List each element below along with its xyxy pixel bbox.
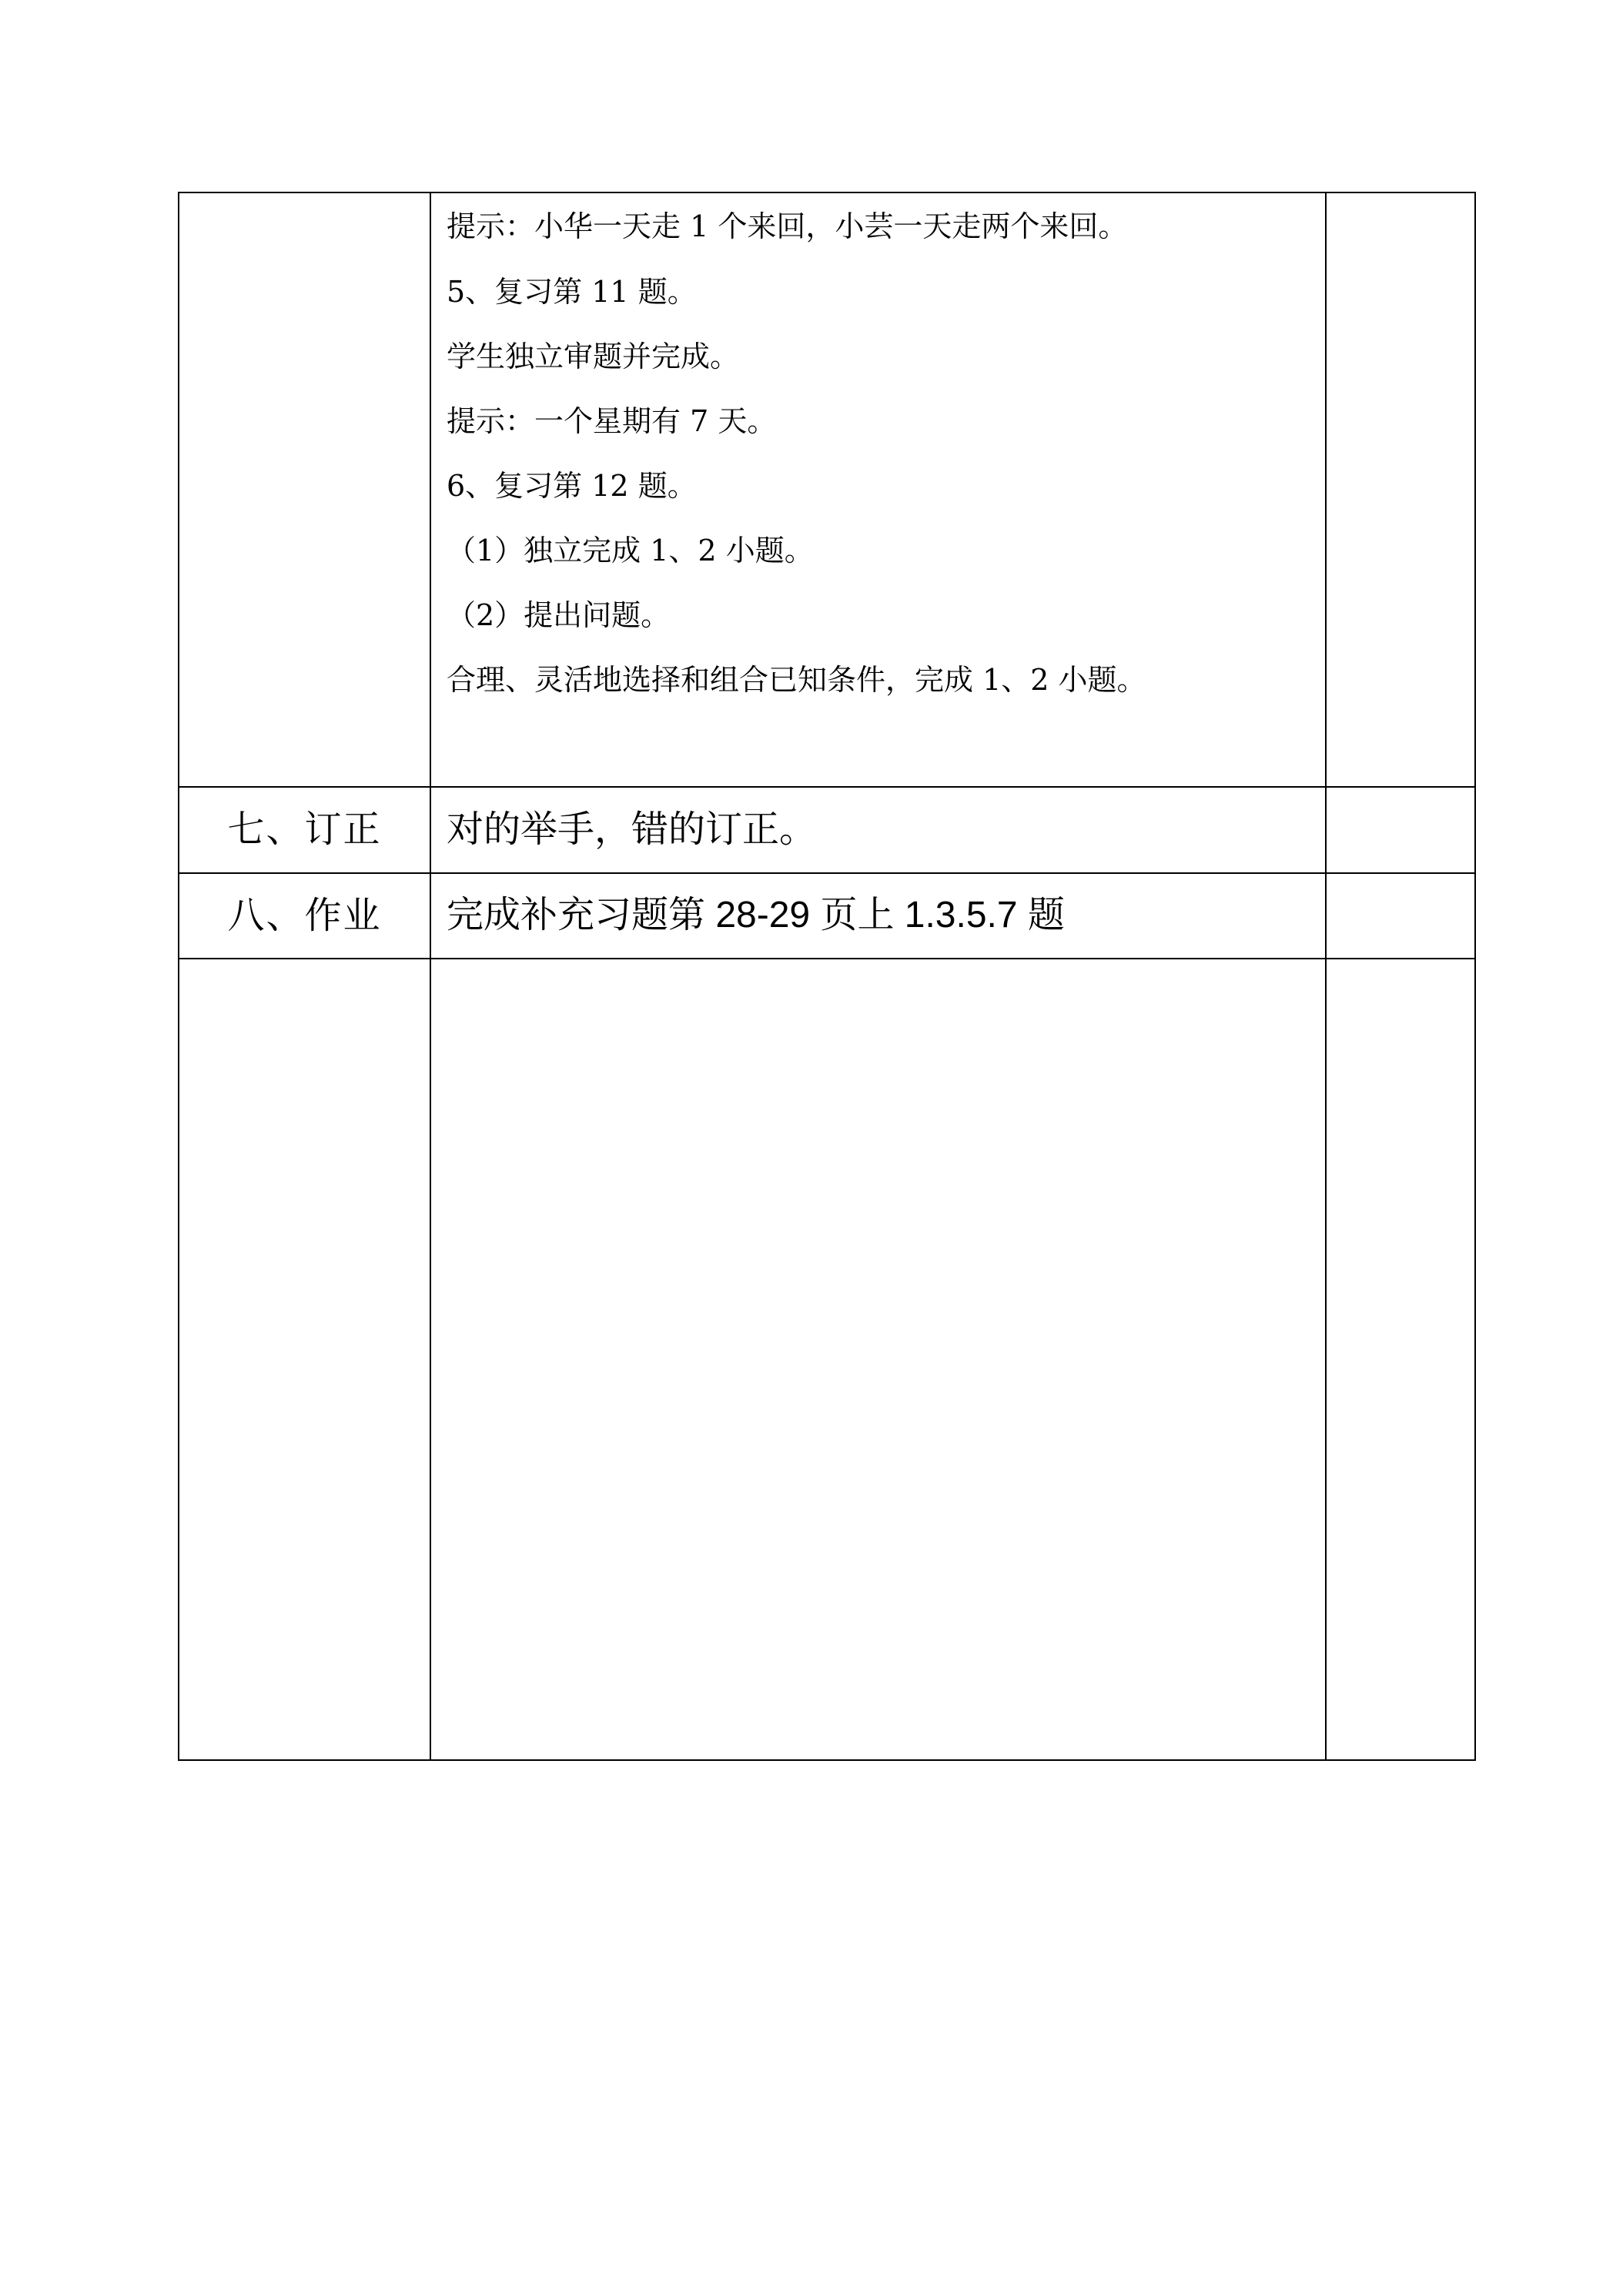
- activity-line: 提示：小华一天走 1 个来回，小芸一天走两个来回。: [447, 209, 1128, 243]
- table-row-homework: [179, 873, 1475, 959]
- notes-cell: [1326, 873, 1475, 959]
- activity-line: 6、复习第 12 题。: [447, 469, 697, 503]
- activities-cell: [430, 192, 1326, 787]
- table-row-blank: [179, 959, 1475, 1760]
- activity-line: 5、复习第 11 题。: [447, 275, 697, 309]
- correction-cell: [430, 787, 1326, 873]
- table-row-activities: [179, 192, 1475, 787]
- section-label-correction: 七、订正: [227, 808, 382, 851]
- section-label-cell: [179, 787, 430, 873]
- blank-cell: [430, 959, 1326, 1760]
- lesson-plan-table: [178, 192, 1476, 1761]
- notes-cell: [1326, 192, 1475, 787]
- blank-cell: [179, 959, 430, 1760]
- section-cell-empty: [179, 192, 430, 787]
- table-row-correction: [179, 787, 1475, 873]
- blank-cell: [1326, 959, 1475, 1760]
- activity-line: （2）提出问题。: [447, 598, 671, 632]
- homework-text: 完成补充习题第 28-29 页上 1.3.5.7 题: [447, 895, 1065, 935]
- activity-line: 提示：一个星期有 7 天。: [447, 404, 777, 438]
- section-label-homework: 八、作业: [227, 894, 382, 937]
- activity-line: 学生独立审题并完成。: [447, 340, 740, 373]
- homework-cell: [430, 873, 1326, 959]
- activity-line: 合理、灵活地选择和组合已知条件，完成 1、2 小题。: [447, 663, 1146, 697]
- activity-line: （1）独立完成 1、2 小题。: [447, 534, 814, 567]
- section-label-cell: [179, 873, 430, 959]
- notes-cell: [1326, 787, 1475, 873]
- correction-text: 对的举手，错的订正。: [447, 808, 817, 851]
